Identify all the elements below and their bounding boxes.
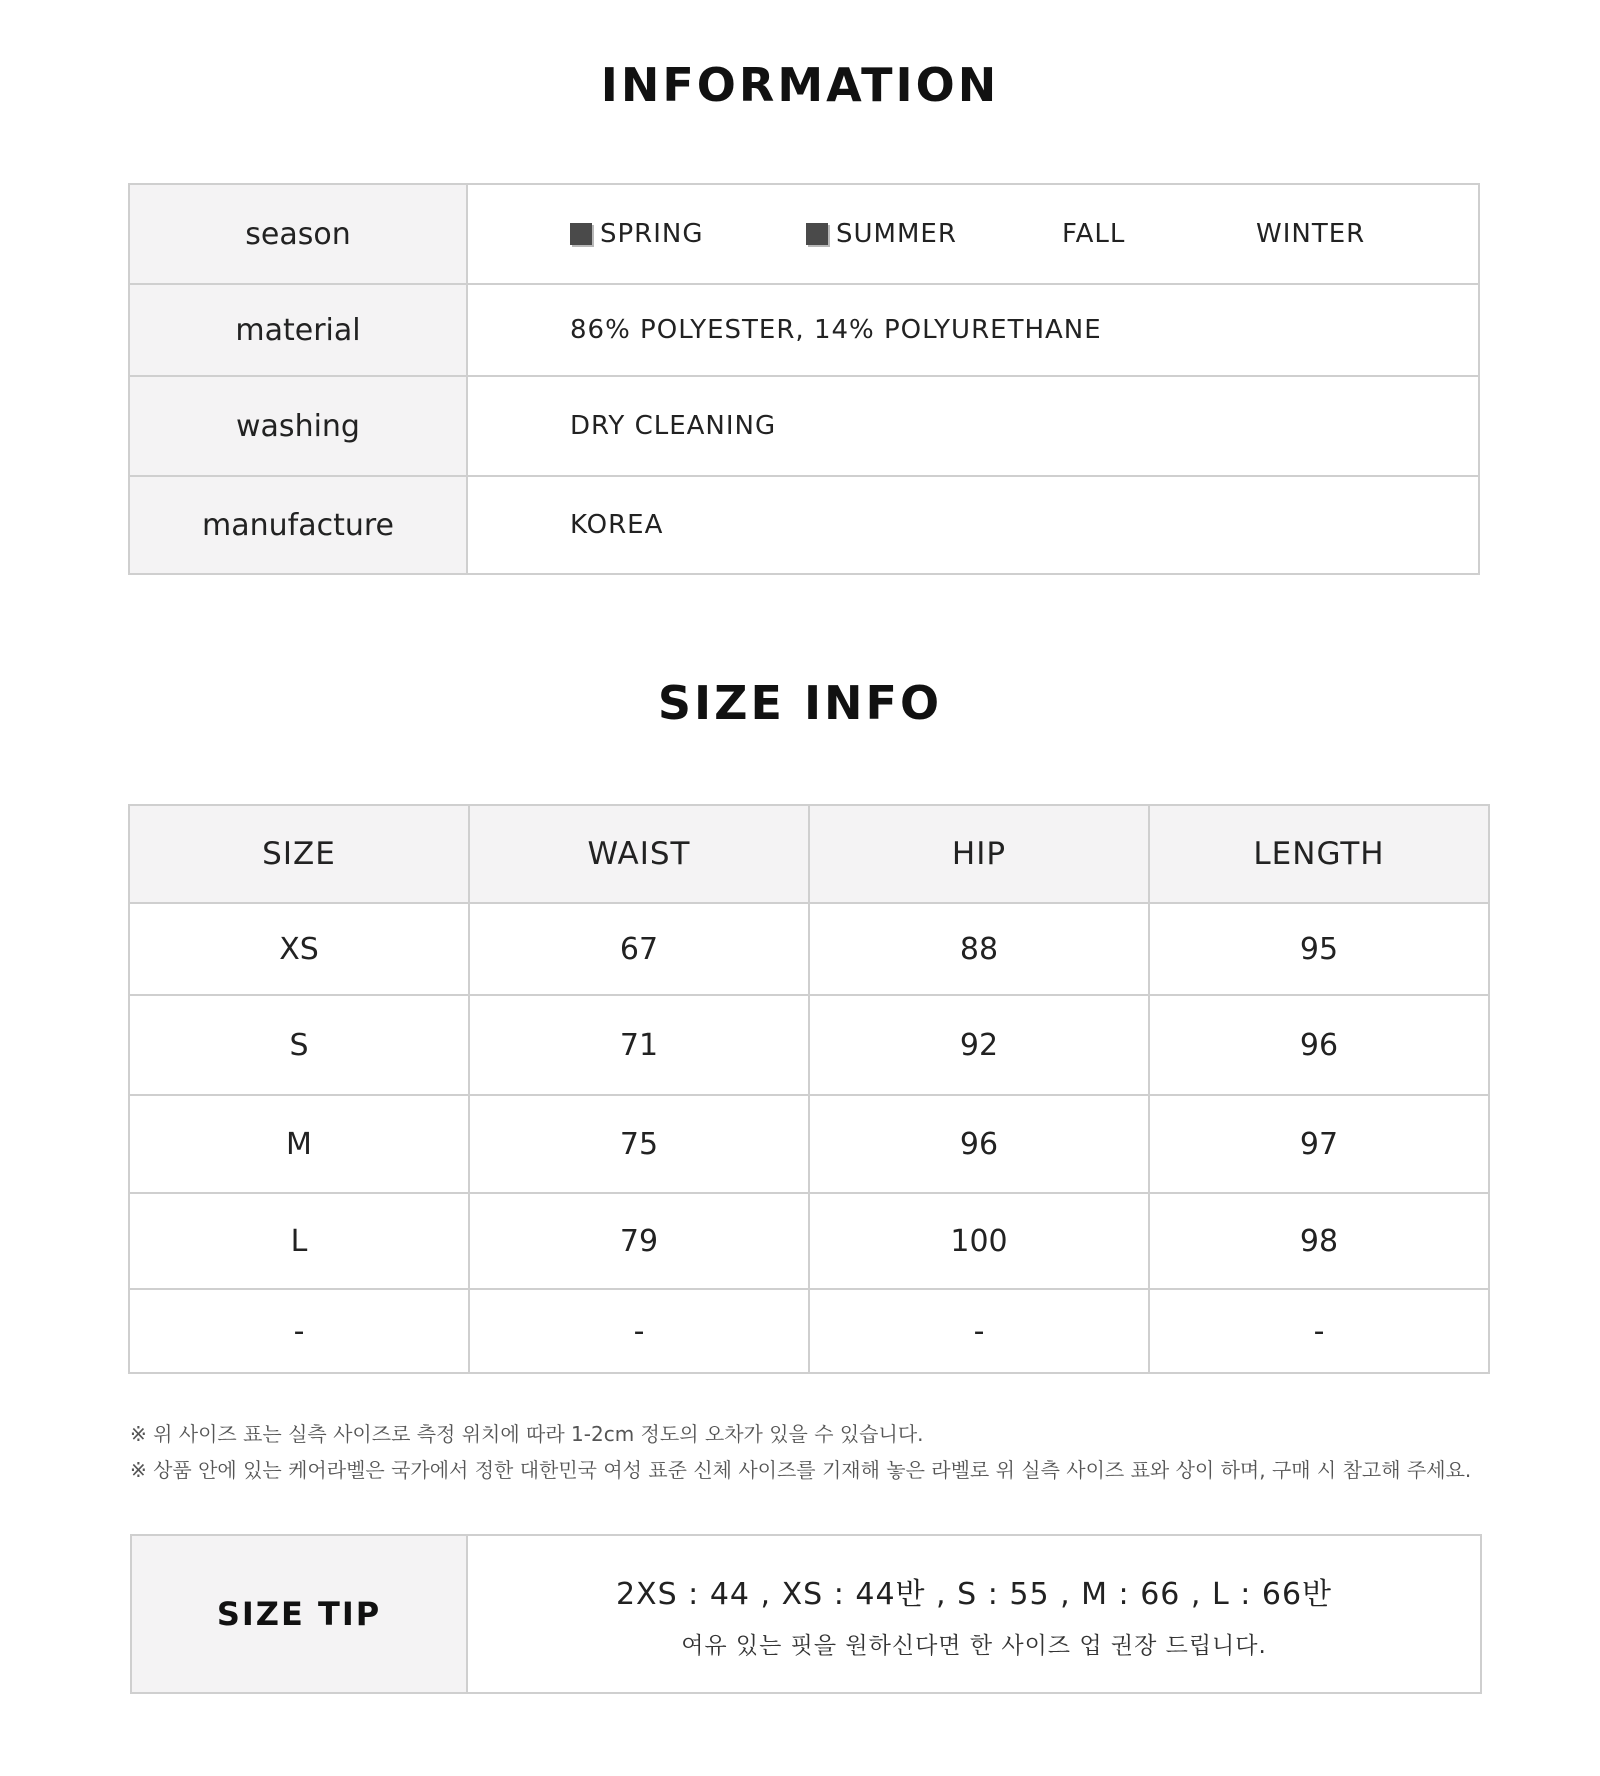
washing-label: washing [129, 376, 467, 476]
material-label: material [129, 284, 467, 376]
hip-cell: 100 [809, 1193, 1149, 1289]
season-option-label: WINTER [1256, 219, 1366, 249]
size-tip-content [467, 1535, 1481, 1693]
length-cell: 98 [1149, 1193, 1489, 1289]
length-cell: 95 [1149, 903, 1489, 995]
size-table-header [129, 805, 1489, 903]
size-tip-label: SIZE TIP [131, 1535, 467, 1693]
manufacture-label: manufacture [129, 476, 467, 574]
season-option-fall [1062, 219, 1256, 249]
washing-row [129, 376, 1479, 476]
season-option-spring [570, 219, 806, 249]
size-info-title: SIZE INFO [657, 676, 943, 730]
size-table [128, 804, 1490, 1374]
hip-cell: 88 [809, 903, 1149, 995]
hip-cell: 96 [809, 1095, 1149, 1193]
size-cell: - [129, 1289, 469, 1373]
size-cell: L [129, 1193, 469, 1289]
size-tip-sub: 여유 있는 핏을 원하신다면 한 사이즈 업 권장 드립니다. [681, 1632, 1267, 1659]
waist-cell: 75 [469, 1095, 809, 1193]
length-cell: - [1149, 1289, 1489, 1373]
size-tip-table [130, 1534, 1482, 1694]
header-length: LENGTH [1149, 805, 1489, 903]
hip-cell: - [809, 1289, 1149, 1373]
size-tip-main: 2XS : 44 , XS : 44반 , S : 55 , M : 66 , L : 66반 [615, 1576, 1333, 1612]
checked-box-icon [806, 223, 828, 245]
size-cell: S [129, 995, 469, 1095]
season-option-label: SPRING [600, 219, 704, 249]
season-option-label: FALL [1062, 219, 1126, 249]
checked-box-icon [570, 223, 592, 245]
season-option-summer [806, 219, 1062, 249]
material-value: 86% POLYESTER, 14% POLYURETHANE [467, 284, 1479, 376]
header-hip: HIP [809, 805, 1149, 903]
size-cell: XS [129, 903, 469, 995]
waist-cell: 67 [469, 903, 809, 995]
washing-value: DRY CLEANING [467, 376, 1479, 476]
waist-cell: 79 [469, 1193, 809, 1289]
information-title: INFORMATION [600, 58, 1000, 112]
size-cell: M [129, 1095, 469, 1193]
waist-cell: - [469, 1289, 809, 1373]
manufacture-value: KOREA [467, 476, 1479, 574]
manufacture-row [129, 476, 1479, 574]
length-cell: 97 [1149, 1095, 1489, 1193]
material-row [129, 284, 1479, 376]
season-row [129, 184, 1479, 284]
season-option-winter [1256, 219, 1365, 249]
header-size: SIZE [129, 805, 469, 903]
table-row [129, 903, 1489, 995]
size-note: ※ 상품 안에 있는 케어라벨은 국가에서 정한 대한민국 여성 표준 신체 사이즈를 기재해 놓은 라벨로 위 실측 사이즈 표와 상이 하며, 구매 시 참고해 주세요. [130, 1458, 1472, 1482]
size-notes [130, 1416, 1471, 1488]
size-tip-row [131, 1535, 1481, 1693]
waist-cell: 71 [469, 995, 809, 1095]
size-note: ※ 위 사이즈 표는 실측 사이즈로 측정 위치에 따라 1-2cm 정도의 오차가 있을 수 있습니다. [130, 1422, 924, 1446]
header-waist: WAIST [469, 805, 809, 903]
length-cell: 96 [1149, 995, 1489, 1095]
table-row [129, 1193, 1489, 1289]
table-row [129, 995, 1489, 1095]
table-row [129, 1289, 1489, 1373]
information-table [128, 183, 1480, 575]
season-values [467, 184, 1479, 284]
season-option-label: SUMMER [836, 219, 957, 249]
hip-cell: 92 [809, 995, 1149, 1095]
table-row [129, 1095, 1489, 1193]
season-label: season [129, 184, 467, 284]
